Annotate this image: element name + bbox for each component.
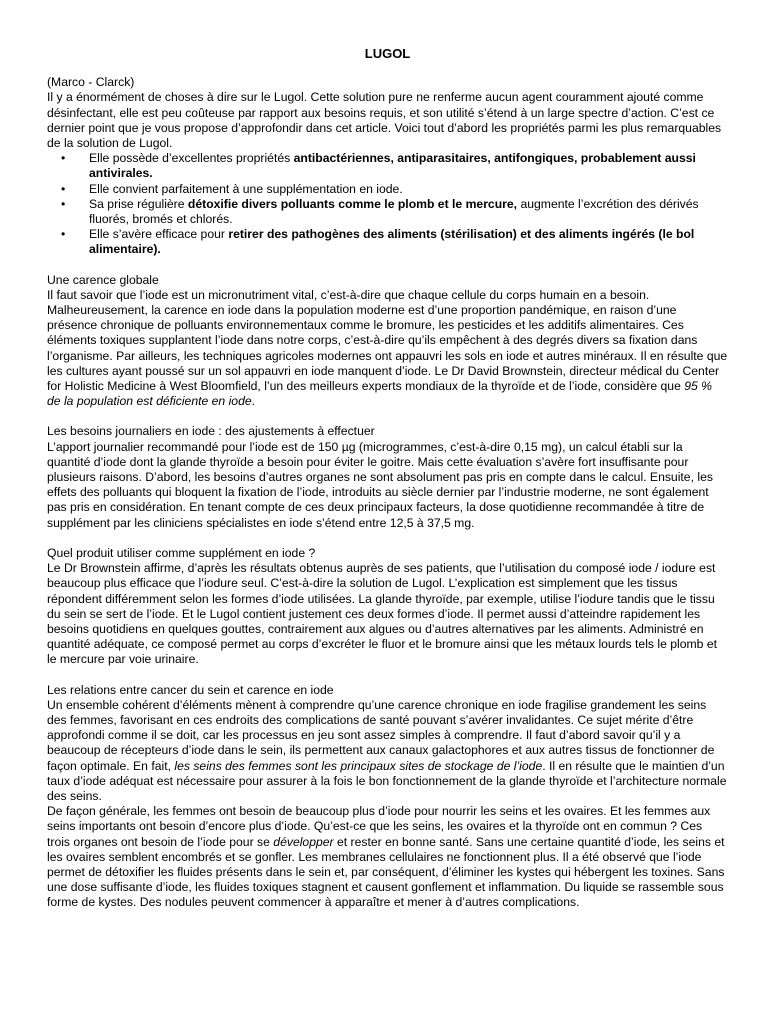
- bullet-icon: •: [61, 181, 66, 196]
- author-line: (Marco - Clarck): [47, 75, 135, 90]
- bullet-icon: •: [61, 227, 66, 242]
- section-heading-carence: Une carence globale: [47, 272, 159, 287]
- document-title: LUGOL: [364, 46, 411, 61]
- list-item: • Sa prise régulière détoxifie divers polluants comme le plomb et le mercure, augmente l’excrétion des dérivés fluorés, bromés et chlorés.: [61, 196, 699, 227]
- bullet-icon: •: [61, 151, 66, 166]
- section-body-carence: Il faut savoir que l’iode est un micronutriment vital, c’est-à-dire que chaque cellule du corps humain en a besoin. Malheureusement, la carence en iode dans la population moderne est d’une proportion pandémique, en raison d’une présence chronique de polluants environnementaux comme le bromure, les pesticides et les additifs alimentaires. Ces éléments toxiques supplantent l’iode dans notre corps, c’est-à-dire qu’ils empêchent à des degrés divers sa fixation dans l’organisme. Par ailleurs, les techniques agricoles modernes ont appauvri les sols en iode et autres minéraux. Il en résulte que les cultures ayant poussé sur un sol appauvri en iode manquent d’iode. Le Dr David Brownstein, directeur médical du Center for Holistic Medicine à West Bloomfield, l’un des meilleurs experts mondiaux de la thyroïde et de l’iode, considère que 95 % de la population est déficiente en iode.: [47, 287, 728, 409]
- bullet-icon: •: [61, 196, 66, 211]
- section-body-cancer-2: De façon générale, les femmes ont besoin de beaucoup plus d’iode pour nourrir les seins et les ovaires. Et les femmes aux seins importants ont besoin d’encore plus d’iode. Qu’est-ce que les seins, les ovaires et la thyroïde ont en commun ? Ces trois organes ont besoin de l’iode pour se développer et rester en bonne santé. Sans une certaine quantité d’iode, les seins et les ovaires semblent encombrés et se gonfler. Les membranes cellulaires ne fonctionnent plus. Il a été observé que l’iode permet de détoxifier les fluides présents dans le sein et, par conséquent, d’éliminer les kystes qui hébergent les toxines. Sans une dose suffisante d’iode, les fluides toxiques stagnent et causent gonflement et inflammation. Du liquide se rassemble sous forme de kystes. Des nodules peuvent commencer à apparaître et mener à d’autres complications.: [47, 804, 725, 910]
- list-item: • Elle convient parfaitement à une supplémentation en iode.: [61, 181, 403, 196]
- section-body-cancer-1: Un ensemble cohérent d’éléments mènent à comprendre qu’une carence chronique en iode fragilise grandement les seins des femmes, favorisant en ces endroits des complications de santé pouvant s’avérer invalidantes. Ce sujet mérite d’être approfondi comme il se doit, car les processus en jeu sont assez simples à comprendre. Il faut d’abord savoir qu’il y a beaucoup de récepteurs d’iode dans le sein, ils permettent aux canaux galactophores et aux autres tissus de fonctionner de façon optimale. En fait, les seins des femmes sont les principaux sites de stockage de l’iode. Il en résulte que le maintien d’un taux d’iode adéquat est nécessaire pour assurer à la fois le bon fonctionnement de la glande thyroïde et l’architecture normale des seins.: [47, 697, 727, 803]
- section-body-produit: Le Dr Brownstein affirme, d’après les résultats obtenus auprès de ses patients, que l’utilisation du composé iode / iodure est beaucoup plus efficace que l’iodure seul. C’est-à-dire la solution de Lugol. L’explication est simplement que les tissus répondent différemment selon les formes d’iode utilisées. La glande thyroïde, par exemple, utilise l’iodure tandis que le tissu du sein se sert de l’iode. Et le Lugol contient justement ces deux formes d’iode. Il permet aussi d’atteindre rapidement les besoins quotidiens en quelques gouttes, contrairement aux algues ou d’autres alternatives par les aliments. Administré en quantité adéquate, ce composé permet au corps d’excréter le fluor et le bromure ainsi que les métaux lourds tels le plomb et le mercure par voie urinaire.: [47, 561, 717, 667]
- section-heading-produit: Quel produit utiliser comme supplément en iode ?: [47, 545, 316, 560]
- intro-paragraph: Il y a énormément de choses à dire sur le Lugol. Cette solution pure ne renferme aucun agent couramment ajouté comme désinfectant, elle est peu coûteuse par rapport aux besoins requis, et son utilité s’étend à un large spectre d’action. C’est ce dernier point que je vous propose d’approfondir dans cet article. Voici tout d’abord les propriétés parmi les plus remarquables de la solution de Lugol.: [47, 90, 722, 151]
- list-item: • Elle possède d’excellentes propriétés antibactériennes, antiparasitaires, antifongiques, probablement aussi antivirales.: [61, 151, 696, 181]
- section-heading-besoins: Les besoins journaliers en iode : des ajustements à effectuer: [47, 424, 375, 439]
- section-body-besoins: L’apport journalier recommandé pour l’iode est de 150 µg (microgrammes, c’est-à-dire 0,15 mg), un calcul établi sur la quantité d’iode dont la glande thyroïde a besoin pour éviter le goitre. Mais cette évaluation s’avère fort insuffisante pour plusieurs raisons. D’abord, les besoins d’autres organes ne sont absolument pas pris en compte dans le calcul. Ensuite, les effets des polluants qui bloquent la fixation de l’iode, introduits au siècle dernier par l’industrie moderne, ne sont également pas pris en considération. En tenant compte de ces deux principaux facteurs, la dose quotidienne recommandée à titre de supplément par les cliniciens spécialistes en iode s’étend entre 12,5 à 37,5 mg.: [47, 439, 713, 530]
- list-item: • Elle s’avère efficace pour retirer des pathogènes des aliments (stérilisation) et des aliments ingérés (le bol alimentaire).: [61, 227, 695, 257]
- properties-list: [47, 151, 728, 257]
- section-heading-cancer: Les relations entre cancer du sein et carence en iode: [47, 682, 334, 697]
